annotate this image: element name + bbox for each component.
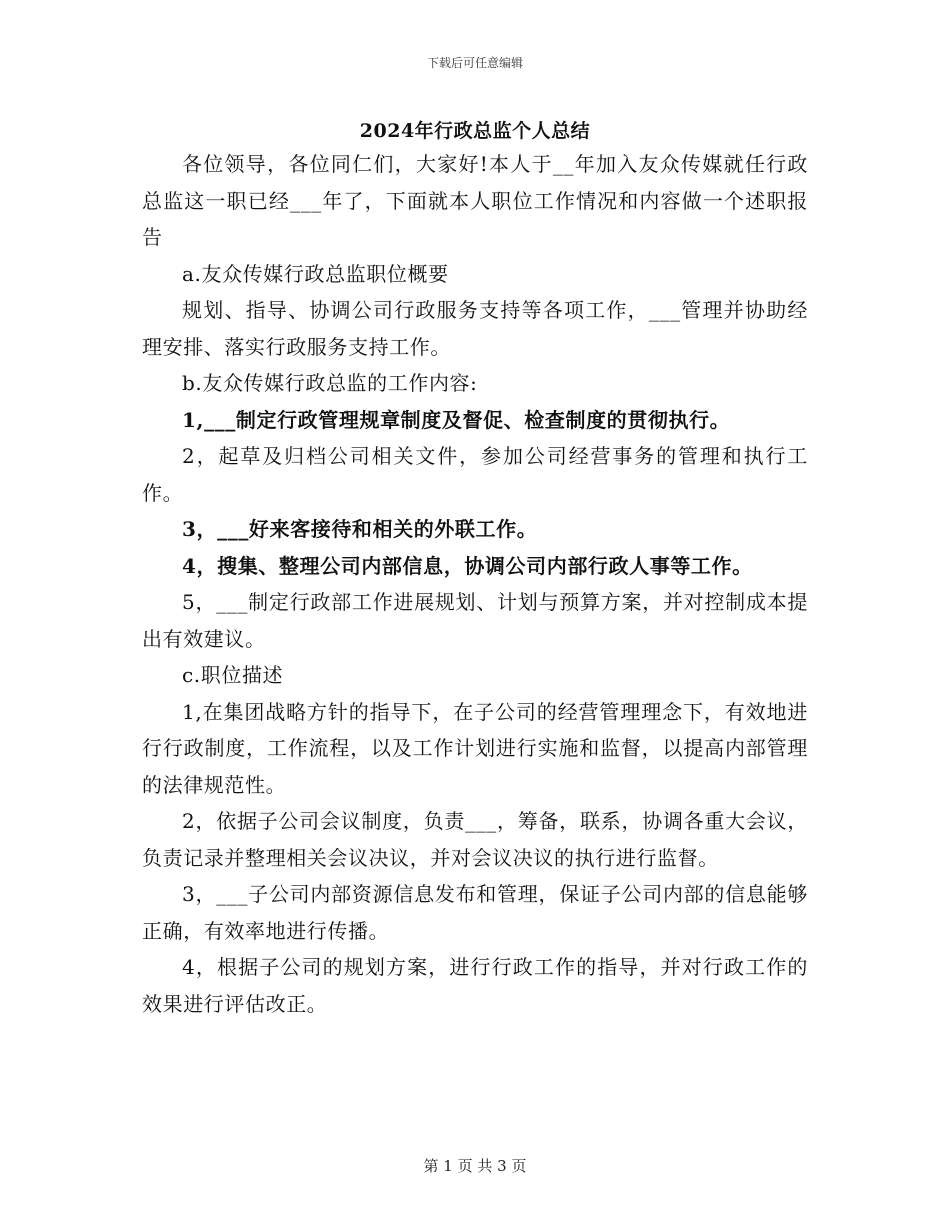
- description-item-2: 2，依据子公司会议制度，负责___，筹备，联系，协调各重大会议，负责记录并整理相关会议决议，并对会议决议的执行进行监督。: [142, 809, 808, 870]
- section-heading-a: a.友众传媒行政总监职位概要: [182, 261, 449, 286]
- description-item-3: 3，___子公司内部资源信息发布和管理，保证子公司内部的信息能够正确，有效率地进行传播。: [142, 882, 808, 943]
- section-heading-b: b.友众传媒行政总监的工作内容:: [182, 371, 478, 395]
- section-heading-c: c.职位描述: [182, 663, 284, 687]
- paragraph-intro: 各位领导，各位同仁们，大家好!本人于__年加入友众传媒就任行政总监这一职已经___年了，下面就本人职位工作情况和内容做一个述职报告: [142, 152, 808, 249]
- document-title: 2024年行政总监个人总结: [359, 120, 591, 142]
- page-number: 第 1 页 共 3 页: [423, 1157, 527, 1175]
- duty-item-2: 2，起草及归档公司相关文件，参加公司经营事务的管理和执行工作。: [142, 444, 808, 505]
- duty-item-5: 5，___制定行政部工作进展规划、计划与预算方案，并对控制成本提出有效建议。: [142, 590, 808, 651]
- duty-item-4: 4，搜集、整理公司内部信息，协调公司内部行政人事等工作。: [182, 553, 753, 578]
- paragraph-overview: 规划、指导、协调公司行政服务支持等各项工作，___管理并协助经理安排、落实行政服务支持工作。: [142, 298, 808, 359]
- header-note: 下载后可任意编辑: [426, 56, 523, 70]
- description-item-1: 1,在集团战略方针的指导下，在子公司的经营管理理念下，有效地进行行政制度，工作流程，以及工作计划进行实施和监督，以提高内部管理的法律规范性。: [142, 699, 808, 797]
- description-item-4: 4，根据子公司的规划方案，进行行政工作的指导，并对行政工作的效果进行评估改正。: [142, 955, 808, 1016]
- duty-item-3: 3，___好来客接待和相关的外联工作。: [182, 517, 538, 541]
- duty-item-1: 1,___制定行政管理规章制度及督促、检查制度的贯彻执行。: [182, 407, 731, 432]
- document-body: [142, 146, 808, 1022]
